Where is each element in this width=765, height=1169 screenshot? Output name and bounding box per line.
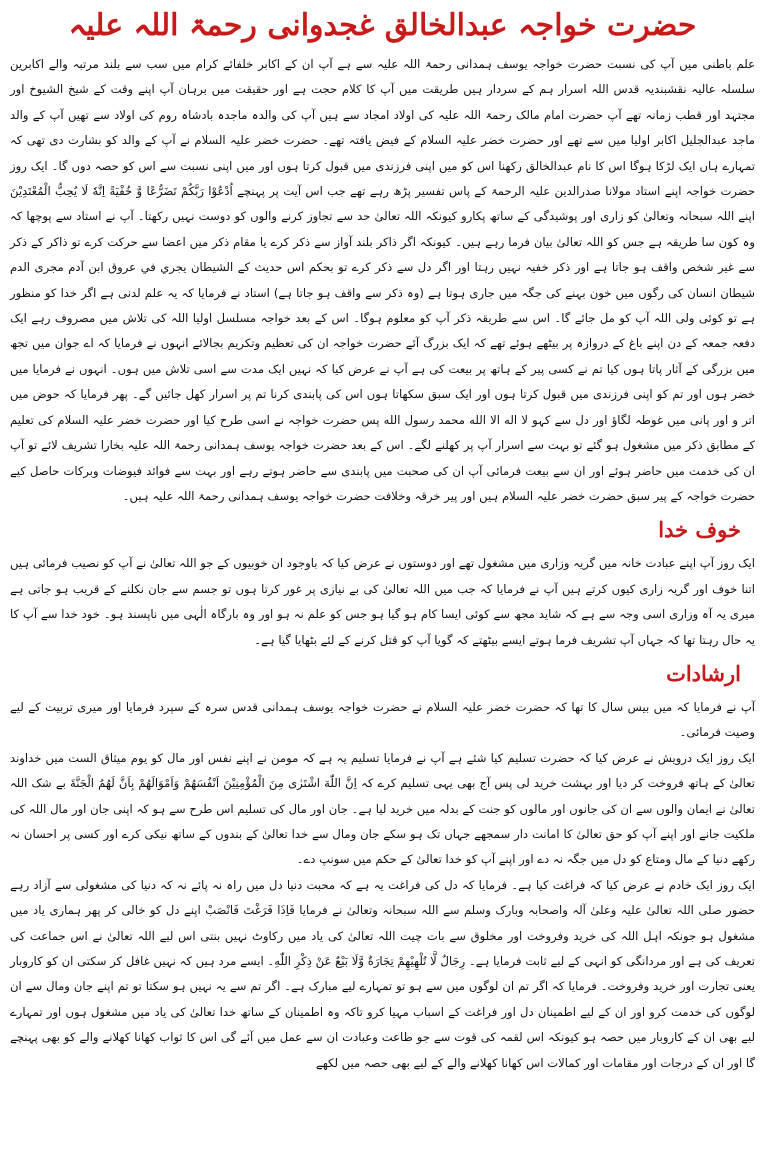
intro-section [10, 52, 755, 509]
section-irshadat [10, 659, 755, 1076]
section-paragraph: آپ نے فرمایا کہ میں بیس سال کا تھا کہ حضرت خضر علیہ السلام نے حضرت خواجہ یوسف ہمدانی قدس سرہ کے سپرد فرمایا اور میری تربیت کے لیے وصیت فرمائی۔ [10, 699, 755, 740]
section-khauf-e-khuda [10, 515, 755, 653]
intro-paragraph: علم باطنی میں آپ کی نسبت حضرت خواجہ یوسف ہمدانی رحمۃ اللہ علیہ سے ہے آپ ان کے اکابر خلفائے کرام میں سب سے بلند مرتبہ والے اکابرین سلسلہ عالیہ نقشبندیہ قدس اللہ اسرار ہم کے سردار ہیں طریقت میں آپ کا کلام حجت ہے اور حقیقت میں برہان آپ اپنے وقت کے شیخ الشیوخ اور مجتہد اور قطب زمانہ تھے آپ حضرت امام مالک رحمۃ اللہ علیہ کی اولاد امجاد سے ہیں آپ کی والدہ ماجدہ بادشاہ روم کی اولاد سے تھیں آپ کے والد ماجد عبدالجلیل اکابر اولیا میں سے تھے اور حضرت خضر علیہ السلام کے فیض یافتہ تھے۔ حضرت خضر علیہ السلام نے آپ کے والد کو بشارت دی تھی کہ تمہارے ہاں ایک لڑکا ہوگا اس کا نام عبدالخالق رکھنا اس کو میں اپنی فرزندی میں قبول کرتا ہوں اور میں اپنی نسبت سے اس کو حصہ دوں گا۔ ایک روز حضرت خواجہ اپنے استاد مولانا صدرالدین علیہ الرحمۃ کے پاس تفسیر پڑھ رہے تھے جب اس آیت پر پہنچے اُدْعُوْا رَبَّكُمْ تَضَرُّعًا وَّ خُفْيَةً اِنَّهٗ لَا يُحِبُّ الْمُعْتَدِيْنَ اپنے اللہ سبحانہ وتعالیٰ کو زاری اور پوشیدگی کے ساتھ پکارو کیونکہ اللہ تعالیٰ حد سے تجاوز کرنے والوں کو دوست نہیں رکھتا۔ آپ نے استاد سے پوچھا کہ وہ کون سا طریقہ ہے جس کو اللہ تعالیٰ بیان فرما رہے ہیں۔ کیونکہ اگر ذاکر بلند آواز سے ذکر کرے یا مقام ذکر میں اعضا سے حرکت کرے تو ذاکر کے ذکر سے غیر شخص واقف ہو جاتا ہے اور ذکر خفیہ نہیں رہتا اور اگر دل سے ذکر کرے تو بحکم اس حدیث کے الشيطان يجري في عروق ابن آدم مجرى الدم شیطان انسان کی رگوں میں خون بہنے کی جگہ میں جاری ہوتا ہے (وہ ذکر سے واقف ہو جاتا ہے) استاد نے فرمایا کہ یہ علم لدنی ہے اگر خدا کو منظور ہے تو کوئی ولی اللہ آپ کو مل جائے گا۔ اس سے طریقہ ذکر آپ کو معلوم ہوگا۔ اس کے بعد خواجہ مسلسل اولیا اللہ کی تلاش میں مصروف رہے ایک دفعہ جمعہ کے دن اپنے باغ کے دروازہ پر بیٹھے ہوئے تھے کہ ایک بزرگ آئے حضرت خواجہ ان کی تعظیم وتکریم بجالائے انہوں نے فرمایا کہ اے جوان میں تجھ میں بزرگی کے آثار پاتا ہوں کیا تم نے کسی پیر کے ہاتھ پر بیعت کی ہے آپ نے عرض کیا کہ نہیں ایک مدت سے اسی تلاش میں ہوں۔ انہوں نے فرمایا میں خضر ہوں اور تم کو اپنی فرزندی میں قبول کرتا ہوں اور ایک سبق سکھاتا ہوں اس کی پابندی کرنا تم پر اسرار کھل جائیں گے۔ پھر فرمایا کہ حوض میں اتر و اور پانی میں غوطہ لگاؤ اور دل سے کہو لا اله الا الله محمد رسول الله پس حضرت خواجہ نے اسی طرح کیا اور حضرت خضر علیہ السلام کی تعلیم کے مطابق ذکر میں مشغول ہو گئے تو بہت سے اسرار آپ پر کھلنے لگے۔ اس کے بعد حضرت خواجہ یوسف ہمدانی رحمۃ اللہ علیہ بخارا تشریف لائے تو آپ ان کی خدمت میں حاضر ہوئے اور ان سے بیعت فرمائی آپ ان کی صحبت میں پابندی سے حاضر ہوتے رہے اور بہت سے فوائد فیوضات وبرکات حاصل کیے حضرت خواجہ کے پیر سبق حضرت خضر علیہ السلام ہیں اور پیر خرقہ وخلافت حضرت خواجہ یوسف ہمدانی رحمۃ اللہ علیہ ہیں۔ [10, 57, 755, 503]
section-heading: ارشادات [666, 660, 741, 686]
section-paragraph: ایک روز ایک خادم نے عرض کیا کہ فراغت کیا ہے۔ فرمایا کہ دل کی فراغت یہ ہے کہ محبت دنیا دل میں راہ نہ پائے نہ کہ دنیا کی مشغولی سے آزاد رہے حضور صلی اللہ تعالیٰ علیہ وعلیٰ آلہ واصحابہ وبارک وسلم سے اللہ سبحانہ وتعالیٰ نے فرمایا فَاِذَا فَرَغْتَ فَانْصَبْ اپنے دل کو خالی کر پھر ہماری یاد میں مشغول ہو جونکہ اہل اللہ کی خرید وفروخت اور مخلوق سے بات چیت اللہ تعالیٰ کی یاد میں رکاوٹ نہیں بنتی اس لیے اللہ تعالیٰ نے اس جماعت کی تعریف کی ہے اور مردانگی کو انہی کے لیے ثابت فرمایا ہے۔ رِجَالٌ لَّا تُلْهِيْهِمْ تِجَارَةٌ وَّلَا بَيْعٌ عَنْ ذِكْرِ اللّٰهِ۔ ایسے مرد ہیں کہ نہیں غافل کر سکتی ان کو کاروبار یعنی تجارت اور خرید وفروخت۔ فرمایا کہ اگر تم ان لوگوں میں سے ہو تو تمہارے لیے مبارک ہے۔ اگر تم سے یہ نہیں ہو سکتا تو تم اپنے جان ومال سے ان لوگوں کی خدمت کرو اور ان کے لیے اطمینان دل اور فراغت کے اسباب مہیا کرو تاکہ وہ اطمینان کے ساتھ خدا تعالیٰ کی یاد میں مشغول ہوں اور تمہارے لیے بھی ان کے کاروبار میں حصہ ہو کیونکہ اس لقمہ کی قوت سے جو طاعت وعبادت ان سے عمل میں آئے گی اس کا ثواب کھانا کھلانے والے کو بھی پہنچے گا اور ان کے درجات اور مقامات اور کمالات اس کھانا کھلانے والے کے لیے بھی حصہ میں لکھے [10, 877, 755, 1070]
section-paragraph: ایک روز آپ اپنے عبادت خانہ میں گریہ وزاری میں مشغول تھے اور دوستوں نے عرض کیا کہ باوجود ان خوبیوں کے جو اللہ تعالیٰ نے آپ کو نصیب فرمائی ہیں اتنا خوف اور گریہ زاری کیوں کرتے ہیں آپ نے فرمایا کہ جب میں اللہ تعالیٰ کی بے نیازی پر غور کرتا ہوں تو جسم سے جان نکلنے کے قریب ہو جاتی ہے میری یہ آہ وزاری اسی وجہ سے ہے کہ شاید مجھ سے کوئی ایسا کام ہو گیا ہو جس کو علم نہ ہو اور وہ بارگاہ الٰہی میں ناپسند ہو۔ خود خدا سے آپ کا یہ حال رہتا تھا کہ جہاں آپ تشریف فرما ہوتے ایسے بیٹھتے کہ گویا آپ کو قتل کرنے کے لئے بٹھایا گیا ہے۔ [10, 556, 755, 647]
page-title: حضرت خواجہ عبدالخالق غجدوانی رحمۃ اللہ علیہ [68, 8, 697, 43]
section-paragraph: ایک روز ایک درویش نے عرض کیا کہ حضرت تسلیم کیا شئے ہے آپ نے فرمایا تسلیم یہ ہے کہ مومن نے اپنے نفس اور مال کو یوم میثاق الست میں خداوند تعالیٰ کے ہاتھ فروخت کر دیا اور بہشت خرید لی پس آج بھی یہی تسلیم کرے کہ اِنَّ اللّٰهَ اشْتَرٰى مِنَ الْمُؤْمِنِيْنَ اَنْفُسَهُمْ وَاَمْوَالَهُمْ بِاَنَّ لَهُمُ الْجَنَّةَ بے شک اللہ تعالیٰ نے ایمان والوں سے ان کی جانوں اور مالوں کو جنت کے بدلہ میں خرید لیا ہے۔ جان اور مال کی تسلیم اس طرح سے ہو کہ اپنی جان اور مال اللہ کی ملکیت جانے اور اپنے آپ کو حق تعالیٰ کا امانت دار سمجھے جہاں تک ہو سکے جان ومال سے خدا تعالیٰ کے بندوں کے ساتھ نیکی کرے اور کسی پر احسان نہ رکھے دنیا کے مال ومتاع کو دل میں جگہ نہ دے اور اپنے آپ کو خدا تعالیٰ کے حکم میں سونپ دے۔ [10, 750, 755, 867]
section-heading: خوف خدا [658, 517, 741, 543]
